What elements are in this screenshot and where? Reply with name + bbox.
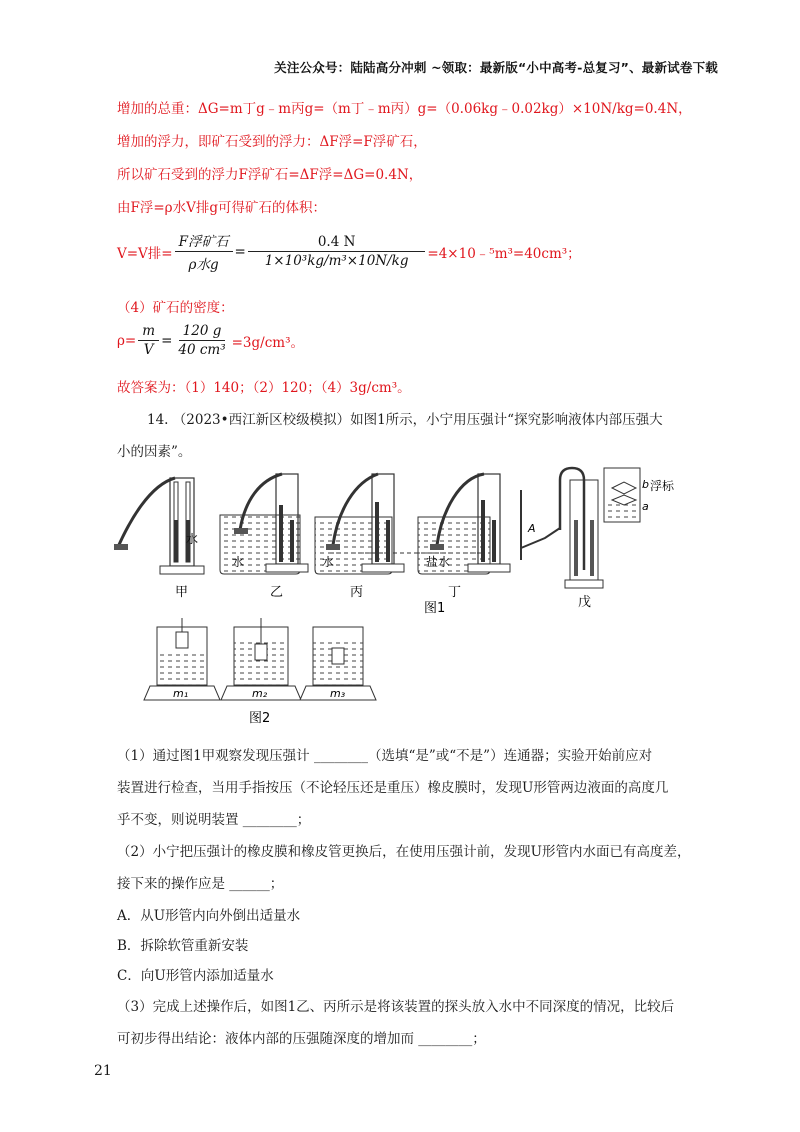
density-fraction-2 xyxy=(174,323,229,358)
fig1-point-b: b xyxy=(642,478,649,491)
question-stem-2: 小的因素”。 xyxy=(117,444,192,460)
fig1-label-yi: 乙 xyxy=(270,585,284,600)
fig2-caption: 图2 xyxy=(249,711,271,726)
question-stem-1: 14. （2023•西江新区校级模拟）如图1所示，小宁用压强计“探究影响液体内部压强大 xyxy=(147,412,663,428)
solution-line-1: 增加的总重：ΔG=m丁g﹣m丙g=（m丁﹣m丙）g=（0.06kg﹣0.02kg）×10N/kg=0.4N， xyxy=(117,101,692,117)
q1-line-3: 乎不变，则说明装置 ________； xyxy=(117,812,311,828)
q1-line-2: 装置进行检查，当用手指按压（不论轻压还是重压）橡皮膜时，发现U形管两边液面的高度几 xyxy=(117,780,669,796)
fig2-label-m3: m₃ xyxy=(330,687,346,700)
q2-line-2: 接下来的操作应是 ______； xyxy=(117,876,284,892)
density-lhs: ρ= xyxy=(117,332,137,349)
density-frac1-denominator: V xyxy=(143,342,154,358)
option-a: A．从U形管内向外倒出适量水 xyxy=(117,908,301,924)
q3-line-2: 可初步得出结论：液体内部的压强随深度的增加而 ________； xyxy=(117,1031,486,1047)
volume-fraction-1 xyxy=(175,230,233,273)
fig1-water-label-yi: 水 xyxy=(232,555,245,569)
fig1-label-wu: 戊 xyxy=(578,595,592,610)
volume-result: =4×10﹣⁵m³=40cm³； xyxy=(427,245,581,262)
volume-eq-sign: = xyxy=(234,243,246,260)
q1-line-1: （1）通过图1甲观察发现压强计 ________（选填“是”或“不是”）连通器；实验开始前应对 xyxy=(117,748,653,764)
page-number: 21 xyxy=(94,1063,112,1079)
fig1-water-label-bing: 水 xyxy=(322,555,335,569)
fig1-caption: 图1 xyxy=(424,601,446,616)
fig1-water-label-jia: 水 xyxy=(186,532,199,546)
solution-line-3: 所以矿石受到的浮力F浮矿石=ΔF浮=ΔG=0.4N， xyxy=(117,167,423,183)
option-c: C．向U形管内添加适量水 xyxy=(117,968,274,984)
q3-line-1: （3）完成上述操作后，如图1乙、丙所示是将该装置的探头放入水中不同深度的情况，比较后 xyxy=(117,999,675,1015)
volume-frac2-denominator: 1×10³kg/m³×10N/kg xyxy=(264,253,409,269)
density-result: =3g/cm³。 xyxy=(231,334,304,351)
solution-line-2: 增加的浮力，即矿石受到的浮力：ΔF浮=F浮矿石， xyxy=(117,134,427,150)
page-header: 关注公众号：陆陆高分冲刺 ~领取：最新版“小中高考-总复习”、最新试卷下载 xyxy=(274,60,718,75)
part4-title: （4）矿石的密度： xyxy=(117,300,234,316)
q2-line-1: （2）小宁把压强计的橡皮膜和橡皮管更换后，在使用压强计前，发现U形管内水面已有高度差， xyxy=(117,844,691,860)
fig1-point-a: A xyxy=(528,522,536,535)
density-eq-sign: = xyxy=(161,332,173,349)
volume-frac1-denominator: ρ水g xyxy=(188,257,219,273)
figure-area xyxy=(0,460,800,740)
figure1-apparatus-jia xyxy=(114,478,204,574)
density-frac1-numerator: m xyxy=(138,323,159,341)
answer-line: 故答案为：（1）140；（2）120；（4）3g/cm³。 xyxy=(117,380,411,396)
fig1-water-label-ding: 盐水 xyxy=(426,555,451,569)
volume-fraction-2 xyxy=(248,234,426,269)
volume-frac1-numerator: F浮矿石 xyxy=(175,230,233,252)
figure1-apparatus-wu xyxy=(521,468,640,588)
volume-frac2-numerator: 0.4 N xyxy=(248,234,426,252)
density-fraction-1 xyxy=(138,323,159,358)
density-equation xyxy=(117,323,304,358)
fig1-label-ding: 丁 xyxy=(448,585,462,600)
fig2-label-m1: m₁ xyxy=(173,687,189,700)
volume-lhs: V=V排= xyxy=(117,245,173,262)
fig1-point-a2: a xyxy=(642,500,649,513)
fig1-label-jia: 甲 xyxy=(175,585,189,600)
fig1-float-label: 浮标 xyxy=(650,479,675,493)
volume-equation xyxy=(117,230,581,273)
fig2-label-m2: m₂ xyxy=(252,687,268,700)
fig1-label-bing: 丙 xyxy=(350,585,364,600)
density-frac2-numerator: 120 g xyxy=(179,323,226,341)
option-b: B．拆除软管重新安装 xyxy=(117,938,249,954)
solution-line-4: 由F浮=ρ水V排g可得矿石的体积： xyxy=(117,200,327,216)
density-frac2-denominator: 40 cm³ xyxy=(178,342,226,358)
